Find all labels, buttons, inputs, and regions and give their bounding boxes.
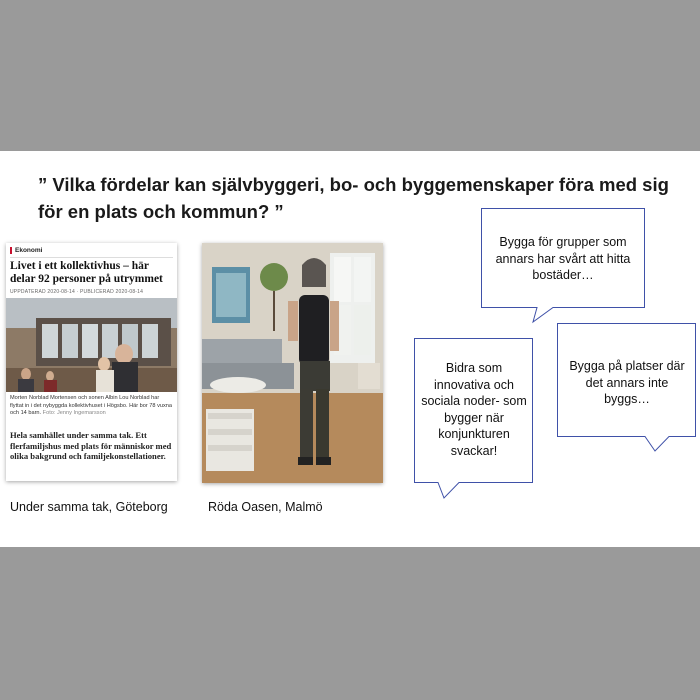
- caption-text: Morten Norblad Mortensen och sonen Albin Lou Norblad har flyttat in i det nybyggda kollektivhuset i Högsbo. Här bor 78 vuxna och 14 barn.: [10, 395, 172, 416]
- caption-right: Röda Oasen, Malmö: [208, 500, 323, 514]
- speech-bubble-1: [481, 208, 645, 323]
- photo-credit: Foto: Jenny Ingemarsson: [42, 410, 106, 416]
- apartment-photo: [202, 243, 383, 483]
- news-article-image: [6, 243, 177, 481]
- callout-text-1: Bygga för grupper som annars har svårt att hitta bostäder…: [495, 235, 631, 282]
- article-category: Ekonomi: [10, 247, 42, 254]
- callout-text-3: Bidra som innovativa och sociala noder- som bygger när konjunkturen svackar!: [421, 361, 527, 458]
- callout-text-2: Bygga på platser där det annars inte byggs…: [569, 359, 685, 406]
- article-lead: Hela samhället under samma tak. Ett flerfamiljshus med plats för människor med olika bakgrund och familjekonstellationer.: [10, 430, 172, 461]
- speech-bubble-2: [557, 323, 697, 453]
- article-photo-caption: [10, 395, 174, 418]
- article-photo: [6, 298, 177, 392]
- article-headline: Livet i ett kollektivhus – här delar 92 personer på utrymmet: [10, 260, 163, 285]
- article-divider: [10, 257, 173, 258]
- article-dateline: UPPDATERAD 2020-08-14 · PUBLICERAD 2020-08-14: [10, 289, 144, 295]
- caption-left: Under samma tak, Göteborg: [10, 500, 168, 514]
- speech-bubble-3: [414, 338, 534, 500]
- slide: [0, 151, 700, 547]
- slide-title: ” Vilka fördelar kan självbyggeri, bo- och byggemenskaper föra med sig för en plats och kommun? ”: [38, 174, 669, 222]
